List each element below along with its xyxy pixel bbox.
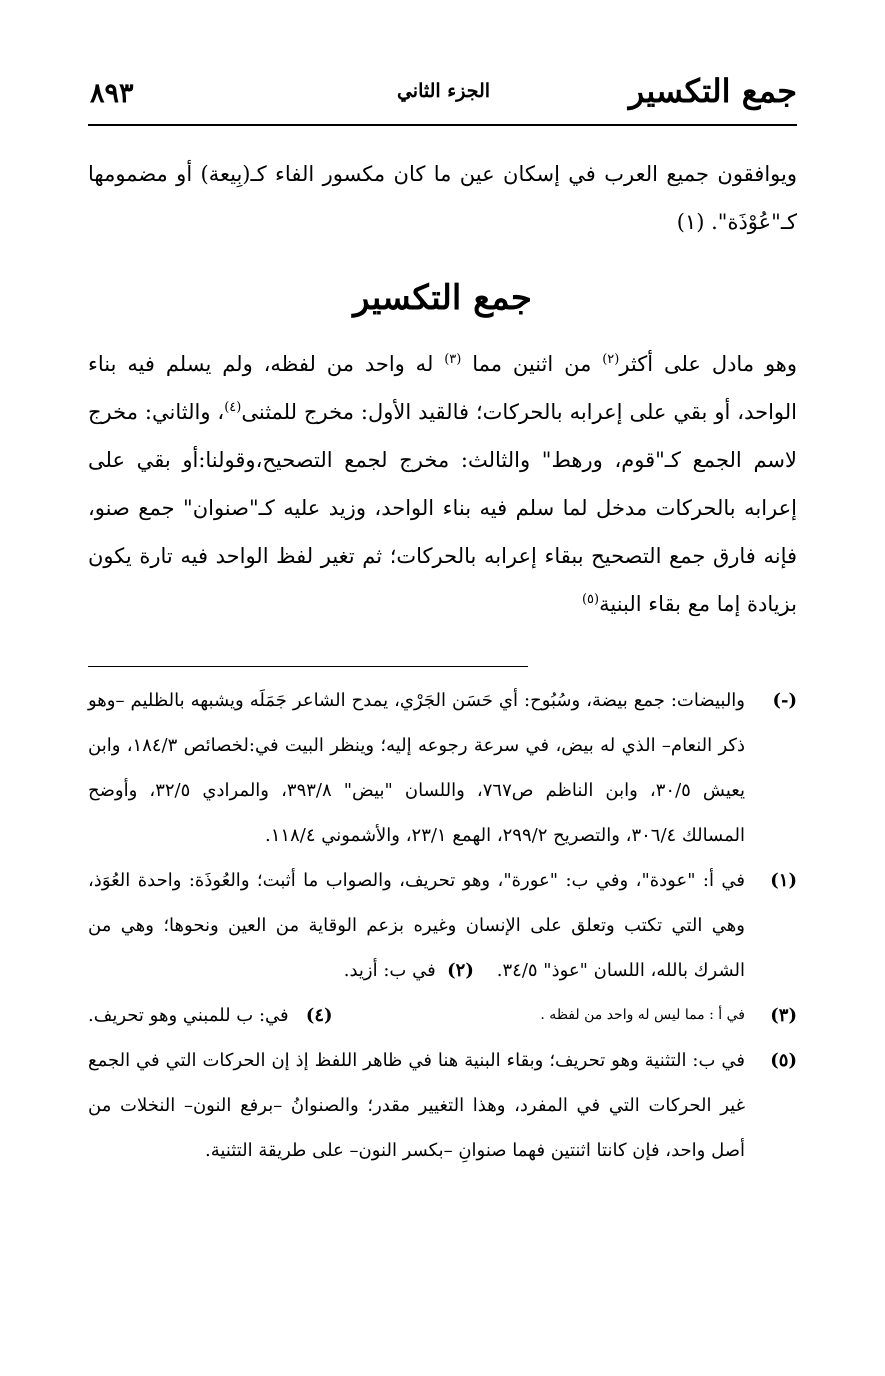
footnote-text: في ب: التثنية وهو تحريف؛ وبقاء البنية هنا في ظاهر اللفظ إذ إن الحركات التي في الجمع غير الحركات التي في المفرد، وهذا التغيير مقدر؛ والصنوانُ –برفع النون– النخلات من أصل واحد، فإن كانتا اثنتين فهما صنوانِ –بكسر النون– على طريقة التثنية. xyxy=(88,1050,745,1161)
main-text-part-3: له واحد من لفظه، ولم يسلم فيه بناء الواحد، أو بقي على إعرابه بالحركات؛ فالقيد الأول: مخرج للمثنى xyxy=(88,352,797,424)
page-header xyxy=(90,70,797,126)
footnote-text xyxy=(88,858,745,993)
main-text-part-4: ، والثاني: مخرج لاسم الجمع كـ"قوم، ورهط" والثالث: مخرج لجمع التصحيح،وقولنا:أو بقي على إعرابه بالحركات مدخل لما سلم فيه بناء الواحد، وزيد عليه كـ"صنوان" جمع صنو، فإنه فارق جمع التصحيح ببقاء إعرابه بالحركات؛ ثم تغير لفظ الواحد فيه تارة يكون بزيادة إما مع بقاء البنية xyxy=(88,400,797,616)
footnote-3-text: في أ : مما ليس له واحد من لفظه . xyxy=(540,1007,745,1023)
footnote-ref-4: (٤) xyxy=(224,400,242,415)
footnote-marker: (-) xyxy=(772,690,797,711)
main-text-start: وهو مادل على أكثر xyxy=(619,352,798,376)
footnote-dash xyxy=(88,678,797,858)
page-number: ٨٩٣ xyxy=(90,78,134,109)
section-title: جمع التكسير xyxy=(353,278,532,318)
footnotes xyxy=(88,678,797,1173)
intro-text: ويوافقون جميع العرب في إسكان عين ما كان مكسور الفاء كـ(بِيعة) أو مضمومها كـ"عُوْذَة". (١) xyxy=(88,162,797,234)
footnote-5 xyxy=(88,1038,797,1173)
footnote-text xyxy=(88,993,745,1038)
footnote-text: والبيضات: جمع بيضة، وسُبُوح: أي حَسَن الجَرْي، يمدح الشاعر جَمَلَه ويشبهه بالظليم –وهو ذكر النعام– الذي له بيض، في سرعة رجوعه إليه؛ وينظر البيت في:لخصائص ١٨٤/٣، وابن يعيش ٣٠/٥، وابن الناظم ص٧٦٧، واللسان "بيض" ٣٩٣/٨، والمرادي ٣٢/٥، وأوضح المسالك ٣٠٦/٤، والتصريح ٢٩٩/٢، الهمع ٢٣/١، والأشموني ١١٨/٤. xyxy=(88,690,745,846)
main-text xyxy=(88,340,797,628)
footnote-ref-5: (٥) xyxy=(581,592,600,607)
footnote-ref-2: (٢) xyxy=(602,352,620,367)
main-text-part-2: من اثنين مما xyxy=(461,352,603,376)
footnote-2-marker: (٢) xyxy=(447,960,474,981)
footnote-ref-3: (٣) xyxy=(444,352,462,367)
volume-label: الجزء الثاني xyxy=(396,80,491,102)
intro-paragraph xyxy=(88,150,797,246)
footnote-marker: (١) xyxy=(770,870,797,891)
footnote-4-text: في: ب للمبني وهو تحريف. xyxy=(88,1005,289,1026)
footnote-2-text: في ب: أزيد. xyxy=(343,960,436,981)
footnote-marker: (٥) xyxy=(770,1050,797,1071)
footnote-3 xyxy=(88,993,797,1038)
header-rule xyxy=(88,124,797,126)
main-paragraph xyxy=(88,340,797,628)
footnote-marker: (٣) xyxy=(770,1005,797,1026)
footnote-separator xyxy=(88,666,528,667)
footnote-1-text: في أ: "عودة"، وفي ب: "عورة"، وهو تحريف، والصواب ما أثبت؛ والعُوذَة: واحدة العُوَذ، وهي التي تكتب وتعلق على الإنسان وغيره بزعم الوقاية من العين ونحوها؛ وهي من الشرك بالله، اللسان "عوذ" ٣٤/٥. xyxy=(88,870,745,981)
footnote-4-marker: (٤) xyxy=(305,1005,333,1026)
running-title: جمع التكسير xyxy=(628,72,797,110)
footnote-1 xyxy=(88,858,797,993)
footnote-4-group xyxy=(88,993,333,1038)
